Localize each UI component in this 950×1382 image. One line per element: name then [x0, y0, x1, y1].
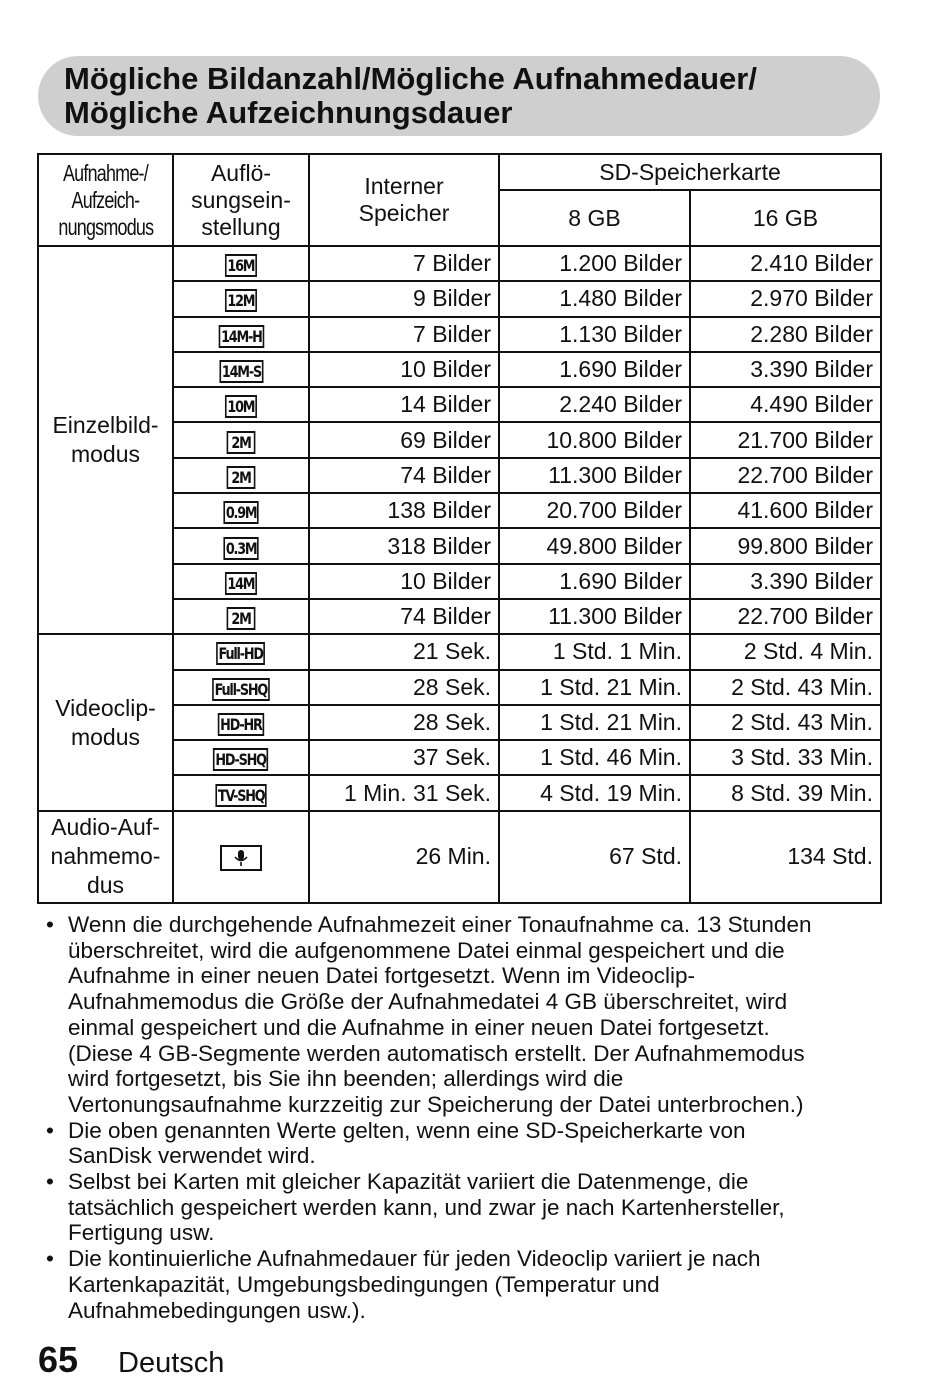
sd-16gb-value: 3.390 Bilder	[690, 352, 881, 387]
sd-8gb-value: 4 Std. 19 Min.	[499, 775, 690, 810]
resolution-icon: Full-SHQ	[212, 678, 269, 701]
resolution-cell	[173, 528, 309, 563]
resolution-icon: 12M	[225, 289, 257, 312]
resolution-icon: 2M	[227, 431, 256, 454]
resolution-cell	[173, 775, 309, 810]
internal-memory-value: 7 Bilder	[309, 246, 499, 281]
resolution-cell	[173, 387, 309, 422]
resolution-icon: 16M	[225, 254, 257, 277]
internal-memory-value: 37 Sek.	[309, 740, 499, 775]
table-row	[38, 634, 881, 669]
capacity-table	[37, 153, 882, 904]
sd-16gb-value: 2.970 Bilder	[690, 281, 881, 316]
sd-8gb-value: 1.480 Bilder	[499, 281, 690, 316]
sd-8gb-value: 1.200 Bilder	[499, 246, 690, 281]
table-row	[38, 246, 881, 281]
page-heading	[38, 56, 880, 136]
microphone-icon	[220, 845, 262, 871]
header-mode: Aufnahme-/ Aufzeich- nungsmodus	[38, 154, 173, 246]
resolution-cell	[173, 599, 309, 634]
resolution-icon: TV-SHQ	[215, 784, 266, 807]
sd-16gb-value: 8 Std. 39 Min.	[690, 775, 881, 810]
resolution-cell	[173, 281, 309, 316]
note-item: • Wenn die durchgehende Aufnahmezeit einer Tonaufnahme ca. 13 Stunden überschreitet, wird die aufgenommene Datei einmal gespeichert und die Aufnahme in einer neuen Datei fortgesetzt. Wenn im Videoclip- Aufnahmemodus die Größe der Aufnahmedatei 4 GB überschreitet, wird einmal gespeichert und die Aufnahme in einer neuen Datei fortgesetzt. (Diese 4 GB-Segmente werden automatisch erstellt. Der Aufnahmemodus wird fortgesetzt, bis Sie ihn beenden; allerdings wird die Vertonungsaufnahme kurzzeitig zur Speicherung der Datei unterbrochen.)	[44, 912, 894, 1118]
mode-cell: Audio-Auf- nahmemo- dus	[38, 811, 173, 903]
sd-16gb-value: 3.390 Bilder	[690, 564, 881, 599]
resolution-cell	[173, 458, 309, 493]
sd-8gb-value: 1 Std. 1 Min.	[499, 634, 690, 669]
sd-16gb-value: 41.600 Bilder	[690, 493, 881, 528]
resolution-cell	[173, 811, 309, 903]
internal-memory-value: 7 Bilder	[309, 317, 499, 352]
resolution-icon: 0.3M	[223, 537, 258, 560]
resolution-cell	[173, 634, 309, 669]
table-row	[38, 811, 881, 903]
resolution-icon: Full-HD	[216, 642, 265, 665]
resolution-cell	[173, 670, 309, 705]
internal-memory-value: 26 Min.	[309, 811, 499, 903]
sd-8gb-value: 67 Std.	[499, 811, 690, 903]
resolution-icon: HD-SHQ	[213, 748, 268, 771]
internal-memory-value: 69 Bilder	[309, 422, 499, 457]
sd-8gb-value: 1 Std. 21 Min.	[499, 705, 690, 740]
header-sd-card: SD-Speicherkarte	[499, 154, 881, 190]
sd-8gb-value: 2.240 Bilder	[499, 387, 690, 422]
sd-8gb-value: 11.300 Bilder	[499, 458, 690, 493]
internal-memory-value: 21 Sek.	[309, 634, 499, 669]
sd-8gb-value: 11.300 Bilder	[499, 599, 690, 634]
sd-16gb-value: 4.490 Bilder	[690, 387, 881, 422]
sd-16gb-value: 134 Std.	[690, 811, 881, 903]
sd-16gb-value: 3 Std. 33 Min.	[690, 740, 881, 775]
page-title-line-1: Mögliche Bildanzahl/Mögliche Aufnahmedauer/	[64, 61, 757, 96]
sd-8gb-value: 1 Std. 46 Min.	[499, 740, 690, 775]
sd-8gb-value: 10.800 Bilder	[499, 422, 690, 457]
resolution-cell	[173, 493, 309, 528]
internal-memory-value: 318 Bilder	[309, 528, 499, 563]
internal-memory-value: 28 Sek.	[309, 670, 499, 705]
sd-8gb-value: 49.800 Bilder	[499, 528, 690, 563]
sd-16gb-value: 99.800 Bilder	[690, 528, 881, 563]
resolution-cell	[173, 740, 309, 775]
capacity-table-body	[38, 246, 881, 903]
page-title-line-2: Mögliche Aufzeichnungsdauer	[64, 95, 513, 130]
sd-16gb-value: 2 Std. 43 Min.	[690, 670, 881, 705]
header-sd-8gb: 8 GB	[499, 190, 690, 246]
resolution-cell	[173, 564, 309, 599]
internal-memory-value: 138 Bilder	[309, 493, 499, 528]
sd-8gb-value: 1 Std. 21 Min.	[499, 670, 690, 705]
sd-8gb-value: 1.690 Bilder	[499, 352, 690, 387]
internal-memory-value: 10 Bilder	[309, 352, 499, 387]
internal-memory-value: 74 Bilder	[309, 599, 499, 634]
internal-memory-value: 28 Sek.	[309, 705, 499, 740]
internal-memory-value: 10 Bilder	[309, 564, 499, 599]
internal-memory-value: 14 Bilder	[309, 387, 499, 422]
sd-16gb-value: 2.280 Bilder	[690, 317, 881, 352]
mode-cell: Videoclip- modus	[38, 634, 173, 810]
header-internal-memory: Interner Speicher	[309, 154, 499, 246]
sd-8gb-value: 1.130 Bilder	[499, 317, 690, 352]
resolution-cell	[173, 422, 309, 457]
sd-16gb-value: 2 Std. 4 Min.	[690, 634, 881, 669]
note-item: • Die oben genannten Werte gelten, wenn eine SD-Speicherkarte von SanDisk verwendet wird.	[44, 1118, 894, 1169]
resolution-icon: 14M-H	[218, 325, 263, 348]
resolution-icon: 14M-S	[219, 360, 263, 383]
resolution-icon: 2M	[227, 607, 256, 630]
internal-memory-value: 9 Bilder	[309, 281, 499, 316]
header-resolution: Auflö- sungsein- stellung	[173, 154, 309, 246]
internal-memory-value: 1 Min. 31 Sek.	[309, 775, 499, 810]
sd-16gb-value: 21.700 Bilder	[690, 422, 881, 457]
language-label: Deutsch	[118, 1347, 225, 1379]
note-item: • Die kontinuierliche Aufnahmedauer für jeden Videoclip variiert je nach Kartenkapazität, Umgebungsbedingungen (Temperatur und Aufnahmebedingungen usw.).	[44, 1246, 894, 1323]
resolution-icon: 2M	[227, 466, 256, 489]
internal-memory-value: 74 Bilder	[309, 458, 499, 493]
sd-16gb-value: 22.700 Bilder	[690, 458, 881, 493]
resolution-cell	[173, 705, 309, 740]
sd-16gb-value: 22.700 Bilder	[690, 599, 881, 634]
resolution-cell	[173, 317, 309, 352]
sd-16gb-value: 2.410 Bilder	[690, 246, 881, 281]
resolution-icon: HD-HR	[218, 713, 264, 736]
resolution-icon: 14M	[225, 572, 257, 595]
page-number: 65	[38, 1339, 79, 1380]
sd-8gb-value: 1.690 Bilder	[499, 564, 690, 599]
resolution-cell	[173, 246, 309, 281]
sd-8gb-value: 20.700 Bilder	[499, 493, 690, 528]
header-sd-16gb: 16 GB	[690, 190, 881, 246]
sd-16gb-value: 2 Std. 43 Min.	[690, 705, 881, 740]
resolution-icon: 0.9M	[223, 501, 258, 524]
notes-list	[44, 912, 894, 1323]
mode-cell: Einzelbild- modus	[38, 246, 173, 634]
note-item: • Selbst bei Karten mit gleicher Kapazität variiert die Datenmenge, die tatsächlich gespeichert werden kann, und zwar je nach Kartenhersteller, Fertigung usw.	[44, 1169, 894, 1246]
resolution-icon: 10M	[225, 395, 257, 418]
resolution-cell	[173, 352, 309, 387]
